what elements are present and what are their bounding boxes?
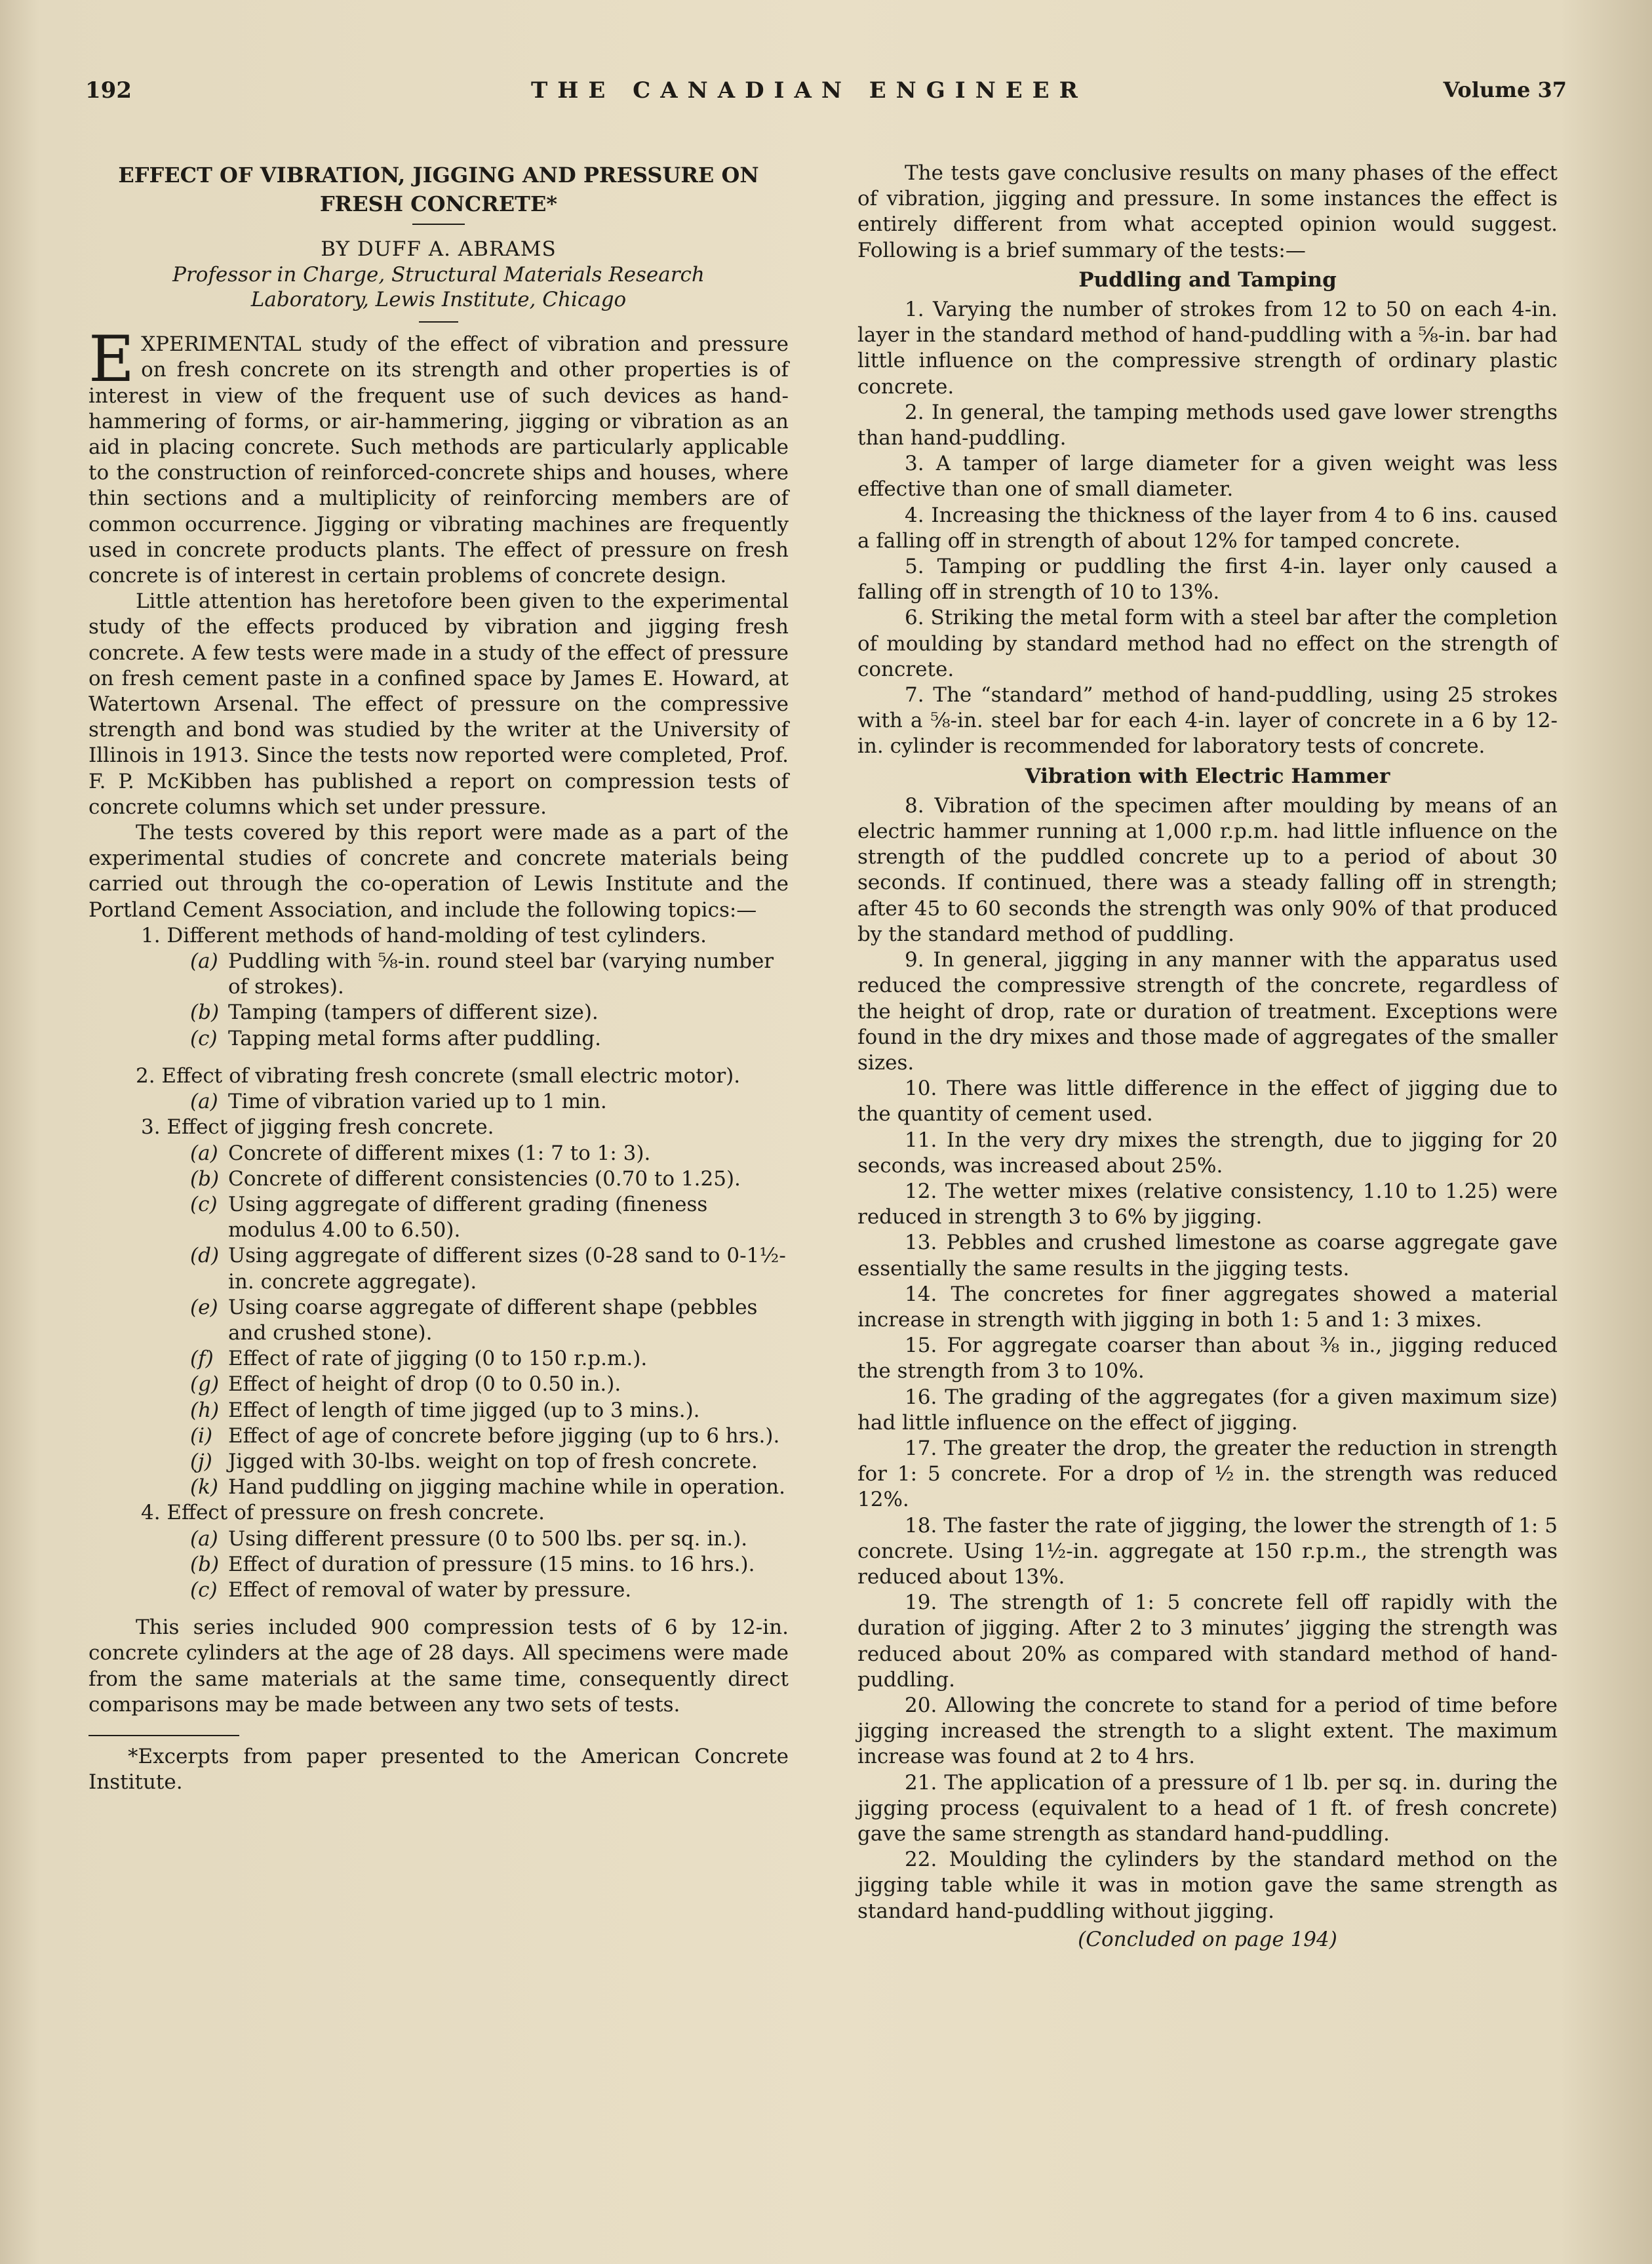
summary-item: 7. The “standard” method of hand-puddling, using 25 strokes with a ⅝-in. steel bar for each 4-in. layer of concrete in a 6 by 12-in. cylinder is recommended for laboratory tests of concrete. [857,683,1558,759]
sub-item-label: (c) [190,1026,218,1050]
section-heading-vibration: Vibration with Electric Hammer [1025,764,1390,788]
topic-sub-item [88,1475,789,1500]
summary-item: 4. Increasing the thickness of the layer from 4 to 6 ins. caused a falling off in strength of about 12% for tamped concrete. [857,503,1558,553]
journal-title: THE CANADIAN ENGINEER [531,77,1088,104]
sub-item-text: Effect of age of concrete before jigging (up to 6 hrs.). [228,1423,780,1448]
sub-item-text: Effect of removal of water by pressure. [228,1578,632,1602]
sub-item-label: (h) [190,1398,220,1422]
topic-1-heading: 1. Different methods of hand-molding of test cylinders. [141,923,707,947]
sub-item-text: Tamping (tampers of different size). [228,1001,599,1025]
summary-item: 11. In the very dry mixes the strength, due to jigging for 20 seconds, was increased about 25%. [857,1128,1558,1178]
sub-item-text: Hand puddling on jigging machine while in operation. [228,1475,786,1499]
sub-item-label: (a) [190,1141,218,1165]
sub-item-label: (a) [190,949,218,974]
topic-2-items [88,1089,789,1115]
intro-paragraph [88,323,789,589]
title-line-1: EFFECT OF VIBRATION, JIGGING AND PRESSURE ON [118,163,759,188]
summary-item: 16. The grading of the aggregates (for a given maximum size) had little influence on the effect of jigging. [857,1385,1558,1435]
paragraph-2: Little attention has heretofore been given to the experimental study of the effects produced by vibration and jigging fresh concrete. A few tests were made in a study of the effect of pressure on fresh cement paste in a confined space by James E. Howard, at Watertown Arsenal. The effect of pressure on the compressive strength and bond was studied by the writer at the University of Illinois in 1913. Since the tests now reported were completed, Prof. F. P. McKibben has published a report on compression tests of concrete columns which set under pressure. [88,589,789,819]
summary-item: 6. Striking the metal form with a steel bar after the completion of moulding by standard method had no effect on the strength of concrete. [857,606,1558,681]
topic-sub-item [88,1192,789,1243]
page-number: 192 [85,77,132,104]
section-1-items [857,297,1558,760]
sub-item-text: Concrete of different mixes (1: 7 to 1: 3). [228,1141,651,1165]
summary-item: 3. A tamper of large diameter for a given weight was less effective than one of small diameter. [857,452,1558,502]
topic-sub-item [88,1526,789,1552]
summary-item: 18. The faster the rate of jigging, the lower the strength of 1: 5 concrete. Using 1½-in. aggregate at 150 r.p.m., the strength was reduced about 13%. [857,1513,1558,1589]
article-title [88,161,789,218]
sub-item-label: (d) [190,1244,220,1268]
summary-item: 10. There was little difference in the effect of jigging due to the quantity of cement used. [857,1077,1558,1126]
topic-sub-item [88,1552,789,1578]
topic-4-items [88,1526,789,1604]
sub-item-text: Time of vibration varied up to 1 min. [228,1090,607,1114]
summary-item: 13. Pebbles and crushed limestone as coarse aggregate gave essentially the same results in the jigging tests. [857,1231,1558,1281]
sub-item-label: (b) [190,1166,220,1191]
continuation-note: (Concluded on page 194) [1078,1927,1337,1951]
topic-sub-item [88,1423,789,1449]
summary-item: 19. The strength of 1: 5 concrete fell off rapidly with the duration of jigging. After 2 to 3 minutes’ jigging the strength was reduced about 20% as compared with standard method of hand-puddling. [857,1591,1558,1692]
summary-item: 15. For aggregate coarser than about ⅜ in., jigging reduced the strength from 3 to 10%. [857,1334,1558,1383]
summary-item: 5. Tamping or puddling the first 4-in. layer only caused a falling off in strength of 10 to 13%. [857,555,1558,605]
paragraph-4: This series included 900 compression tests of 6 by 12-in. concrete cylinders at the age of 28 days. All specimens were made from the same materials at the same time, consequently direct comparisons may be made between any two sets of tests. [88,1616,789,1717]
sub-item-text: Effect of rate of jigging (0 to 150 r.p.m.). [228,1347,648,1371]
sub-item-text: Effect of height of drop (0 to 0.50 in.). [228,1372,621,1397]
title-line-2: FRESH CONCRETE* [319,191,558,216]
left-column [88,161,789,1795]
sub-item-text: Puddling with ⅝-in. round steel bar (varying number of strokes). [228,949,774,999]
byline-rule [419,321,458,323]
sub-item-label: (b) [190,1552,220,1576]
sub-item-label: (g) [190,1372,220,1397]
section-2-items [857,793,1558,1924]
sub-item-label: (f) [190,1347,214,1371]
title-rule [412,224,465,225]
topic-sub-item [88,949,789,1000]
sub-item-label: (a) [190,1090,218,1114]
summary-item: 21. The application of a pressure of 1 lb. per sq. in. during the jigging process (equivalent to a head of 1 ft. of fresh concrete) gave the same strength as standard hand-puddling. [857,1770,1558,1846]
summary-intro: The tests gave conclusive results on many phases of the effect of vibration, jigging and pressure. In some instances the effect is entirely different from what accepted opinion would suggest. Following is a brief summary of the tests:— [857,161,1558,262]
topic-sub-item [88,1578,789,1603]
sub-item-label: (b) [190,1001,220,1025]
topic-sub-item [88,1026,789,1052]
volume-label: Volume 37 [1443,77,1567,102]
summary-item: 2. In general, the tamping methods used gave lower strengths than hand-puddling. [857,400,1558,450]
sub-item-text: Concrete of different consistencies (0.70 to 1.25). [228,1166,741,1191]
right-column [857,161,1558,1953]
summary-item: 9. In general, jigging in any manner with the apparatus used reduced the compressive strength of the concrete, regardless of the height of drop, rate or duration of treatment. Exceptions were found in the dry mixes and those made of aggregates of the smaller sizes. [857,948,1558,1075]
topic-1-items [88,949,789,1052]
sub-item-text: Tapping metal forms after puddling. [228,1026,602,1050]
topic-sub-item [88,1398,789,1423]
sub-item-text: Jigged with 30-lbs. weight on top of fresh concrete. [228,1449,758,1473]
sub-item-text: Using aggregate of different sizes (0-28 sand to 0-1½-in. concrete aggregate). [228,1244,786,1294]
sub-item-label: (a) [190,1526,218,1551]
sub-item-label: (e) [190,1295,218,1319]
sub-item-text: Using aggregate of different grading (fineness modulus 4.00 to 6.50). [228,1192,708,1242]
footnote: *Excerpts from paper presented to the American Concrete Institute. [88,1744,789,1795]
topic-sub-item [88,1243,789,1294]
intro-text: XPERIMENTAL study of the effect of vibration and pressure on fresh concrete on its strength and other properties is of interest in view of the frequent use of such devices as hand-hammering of forms, or air-hammering, jigging or vibration as an aid in placing concrete. Such methods are particularly applicable to the construction of reinforced-concrete ships and houses, where thin sections and a multiplicity of reinforcing members are of common occurrence. Jigging or vibrating machines are frequently used in concrete products plants. The effect of pressure on fresh concrete is of interest in certain problems of concrete design. [88,332,789,588]
sub-item-label: (c) [190,1192,218,1216]
sub-item-label: (c) [190,1578,218,1602]
sub-item-label: (j) [190,1449,212,1473]
topic-sub-item [88,1000,789,1025]
summary-item: 12. The wetter mixes (relative consistency, 1.10 to 1.25) were reduced in strength 3 to 6% by jigging. [857,1179,1558,1229]
topic-sub-item [88,1295,789,1346]
topic-sub-item [88,1449,789,1475]
summary-item: 8. Vibration of the specimen after moulding by means of an electric hammer running at 1,000 r.p.m. had little influence on the strength of the puddled concrete up to a period of about 30 seconds. If continued, there was a steady falling off in strength; after 45 to 60 seconds the strength was only 90% of that produced by the standard method of puddling. [857,793,1558,946]
topic-sub-item [88,1089,789,1115]
sub-item-text: Using coarse aggregate of different shape (pebbles and crushed stone). [228,1295,758,1345]
topic-3-heading: 3. Effect of jigging fresh concrete. [141,1115,494,1140]
byline: BY DUFF A. ABRAMS [321,237,557,261]
page-header [85,77,1567,117]
topic-2-heading: 2. Effect of vibrating fresh concrete (small electric motor). [136,1063,741,1088]
summary-item: 22. Moulding the cylinders by the standard method on the jigging table while it was in motion gave the same strength as standard hand-puddling without jigging. [857,1848,1558,1923]
summary-item: 14. The concretes for finer aggregates showed a material increase in strength with jigging in both 1: 5 and 1: 3 mixes. [857,1282,1558,1332]
topic-sub-item [88,1141,789,1166]
summary-item: 17. The greater the drop, the greater the reduction in strength for 1: 5 concrete. For a drop of ½ in. the strength was reduced 12%. [857,1436,1558,1512]
summary-item: 20. Allowing the concrete to stand for a period of time before jigging increased the strength to a slight extent. The maximum increase was found at 2 to 4 hrs. [857,1693,1558,1769]
sub-item-text: Using different pressure (0 to 500 lbs. per sq. in.). [228,1526,748,1551]
section-heading-puddling: Puddling and Tamping [1078,268,1337,292]
topic-sub-item [88,1372,789,1397]
sub-item-text: Effect of duration of pressure (15 mins. to 16 hrs.). [228,1552,755,1576]
footnote-rule [88,1735,239,1736]
sub-item-label: (i) [190,1423,213,1448]
topic-sub-item [88,1346,789,1372]
topic-4-heading: 4. Effect of pressure on fresh concrete. [141,1501,545,1525]
summary-item: 1. Varying the number of strokes from 12 to 50 on each 4-in. layer in the standard method of hand-puddling with a ⅝-in. bar had little influence on the compressive strength of ordinary plastic concrete. [857,298,1558,399]
sub-item-label: (k) [190,1475,218,1499]
paragraph-3: The tests covered by this report were made as a part of the experimental studies of concrete and concrete materials being carried out through the co-operation of Lewis Institute and the Portland Cement Association, and include the following topics:— [88,821,789,922]
topic-sub-item [88,1166,789,1192]
topic-list [88,923,789,1603]
drop-cap: E [88,323,135,397]
topic-3-items [88,1141,789,1501]
sub-item-text: Effect of length of time jigged (up to 3 mins.). [228,1398,700,1422]
affiliation-line-1: Professor in Charge, Structural Materials Research [172,263,705,287]
affiliation-line-2: Laboratory, Lewis Institute, Chicago [250,288,627,312]
